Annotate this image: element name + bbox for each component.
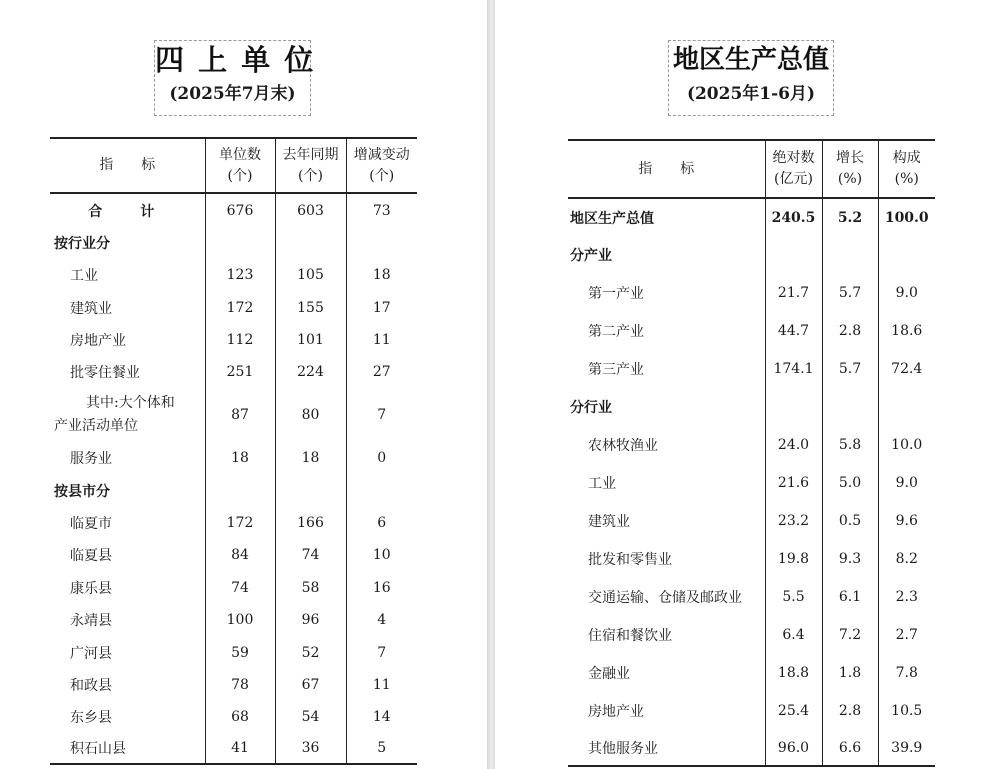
left-header-change: 增减变动 (个) [346, 138, 417, 193]
left-stat-table [50, 137, 417, 765]
cell-value [346, 474, 417, 507]
cell-value: 6.4 [765, 616, 822, 654]
cell-value: 4 [346, 604, 417, 636]
cell-value [205, 227, 275, 259]
cell-value: 27 [346, 356, 417, 388]
cell-value: 80 [275, 388, 346, 442]
row-label: 第二产业 [588, 324, 644, 340]
cell-value [878, 388, 935, 426]
table-row [50, 324, 417, 356]
cell-value: 5 [346, 733, 417, 764]
cell-value: 603 [275, 193, 346, 227]
table-row [50, 474, 417, 507]
table-row [568, 692, 935, 730]
left-header-indicator: 指 标 [50, 138, 205, 193]
cell-value: 67 [275, 669, 346, 701]
cell-value: 78 [205, 669, 275, 701]
table-row [568, 198, 935, 236]
book-gutter [487, 0, 495, 769]
cell-value: 6 [346, 507, 417, 539]
row-label: 合 计 [88, 203, 167, 220]
right-header-absolute: 绝对数 (亿元) [765, 140, 822, 198]
cell-value: 17 [346, 291, 417, 324]
right-header-indicator: 指 标 [568, 140, 765, 198]
cell-value: 52 [275, 636, 346, 669]
cell-value: 166 [275, 507, 346, 539]
cell-value: 0.5 [822, 502, 878, 540]
cell-value: 21.7 [765, 274, 822, 312]
cell-value: 16 [346, 571, 417, 604]
cell-value: 25.4 [765, 692, 822, 730]
cell-value: 84 [205, 539, 275, 571]
table-row [568, 312, 935, 350]
row-label: 地区生产总值 [570, 210, 654, 227]
table-row [50, 669, 417, 701]
row-group-label: 按县市分 [54, 483, 110, 500]
cell-value [765, 236, 822, 274]
row-label: 房地产业 [70, 333, 126, 349]
cell-value: 19.8 [765, 540, 822, 578]
cell-value: 8.2 [878, 540, 935, 578]
cell-value: 155 [275, 291, 346, 324]
row-label: 临夏市 [70, 516, 112, 532]
cell-value [822, 236, 878, 274]
right-title-box [668, 40, 834, 116]
cell-value: 7 [346, 388, 417, 442]
right-page-title: 地区生产总值 [672, 45, 829, 75]
row-label: 永靖县 [70, 613, 112, 629]
cell-value: 23.2 [765, 502, 822, 540]
cell-value: 68 [205, 701, 275, 733]
row-label-multiline: 其中:大个体和 产业活动单位 [54, 395, 175, 434]
table-row [50, 356, 417, 388]
right-header-composition: 构成 (%) [878, 140, 935, 198]
cell-value: 14 [346, 701, 417, 733]
table-row [568, 578, 935, 616]
left-header-units: 单位数 (个) [205, 138, 275, 193]
row-label: 建筑业 [588, 514, 630, 530]
table-row [50, 442, 417, 474]
right-header-growth: 增长 (%) [822, 140, 878, 198]
row-label: 工业 [70, 268, 98, 284]
table-row [50, 733, 417, 764]
cell-value: 9.6 [878, 502, 935, 540]
cell-value: 9.3 [822, 540, 878, 578]
row-label: 康乐县 [70, 580, 112, 597]
row-label: 和政县 [70, 678, 112, 694]
table-row [568, 616, 935, 654]
row-label: 批零住餐业 [70, 365, 140, 381]
cell-value: 24.0 [765, 426, 822, 464]
row-label: 交通运输、仓储及邮政业 [588, 590, 742, 606]
table-row [50, 291, 417, 324]
left-header-last-year: 去年同期 (个) [275, 138, 346, 193]
cell-value: 74 [275, 539, 346, 571]
cell-value: 21.6 [765, 464, 822, 502]
cell-value: 9.0 [878, 274, 935, 312]
table-row [568, 502, 935, 540]
cell-value [822, 388, 878, 426]
cell-value: 72.4 [878, 350, 935, 388]
cell-value: 2.8 [822, 312, 878, 350]
cell-value: 44.7 [765, 312, 822, 350]
cell-value: 41 [205, 733, 275, 764]
table-row [50, 193, 417, 227]
cell-value: 18 [346, 259, 417, 291]
cell-value: 172 [205, 507, 275, 539]
cell-value: 5.5 [765, 578, 822, 616]
row-label: 第三产业 [588, 362, 644, 378]
cell-value: 5.8 [822, 426, 878, 464]
table-row [568, 426, 935, 464]
cell-value [275, 227, 346, 259]
cell-value: 172 [205, 291, 275, 324]
cell-value: 100.0 [878, 198, 935, 236]
cell-value: 7.2 [822, 616, 878, 654]
row-label: 工业 [588, 476, 616, 492]
cell-value: 1.8 [822, 654, 878, 692]
row-label: 建筑业 [70, 300, 112, 317]
cell-value: 36 [275, 733, 346, 764]
table-row [50, 507, 417, 539]
table-row [568, 540, 935, 578]
left-page [0, 0, 487, 769]
cell-value: 5.7 [822, 274, 878, 312]
table-row [568, 654, 935, 692]
left-page-subtitle: (2025年7月末) [169, 84, 296, 104]
cell-value: 59 [205, 636, 275, 669]
cell-value: 11 [346, 669, 417, 701]
cell-value: 7.8 [878, 654, 935, 692]
cell-value: 10.5 [878, 692, 935, 730]
cell-value: 101 [275, 324, 346, 356]
cell-value: 240.5 [765, 198, 822, 236]
cell-value: 123 [205, 259, 275, 291]
row-label: 临夏县 [70, 548, 112, 564]
cell-value [205, 474, 275, 507]
cell-value: 9.0 [878, 464, 935, 502]
cell-value: 2.7 [878, 616, 935, 654]
cell-value: 18.6 [878, 312, 935, 350]
cell-value: 174.1 [765, 350, 822, 388]
table-row [568, 274, 935, 312]
cell-value: 224 [275, 356, 346, 388]
cell-value: 5.2 [822, 198, 878, 236]
row-group-label: 分行业 [570, 400, 612, 416]
row-label: 住宿和餐饮业 [588, 628, 672, 644]
cell-value: 105 [275, 259, 346, 291]
cell-value: 5.7 [822, 350, 878, 388]
cell-value: 18 [205, 442, 275, 474]
row-label: 批发和零售业 [588, 552, 672, 568]
table-row [50, 571, 417, 604]
table-row [50, 701, 417, 733]
left-page-title: 四 上 单 位 [155, 43, 316, 77]
right-page-subtitle: (2025年1-6月) [686, 84, 816, 104]
cell-value: 100 [205, 604, 275, 636]
cell-value: 96.0 [765, 730, 822, 766]
row-label: 其他服务业 [568, 730, 765, 766]
table-row [50, 259, 417, 291]
cell-value [878, 236, 935, 274]
cell-value: 11 [346, 324, 417, 356]
table-row [568, 464, 935, 502]
table-row [50, 636, 417, 669]
row-label: 东乡县 [70, 710, 112, 726]
table-row [50, 388, 417, 442]
cell-value [275, 474, 346, 507]
cell-value [765, 388, 822, 426]
cell-value: 6.1 [822, 578, 878, 616]
cell-value: 5.0 [822, 464, 878, 502]
cell-value: 74 [205, 571, 275, 604]
cell-value: 54 [275, 701, 346, 733]
cell-value: 7 [346, 636, 417, 669]
cell-value: 18 [275, 442, 346, 474]
row-label: 积石山县 [50, 733, 205, 764]
row-label: 金融业 [588, 666, 630, 682]
row-label: 农林牧渔业 [588, 438, 658, 454]
cell-value: 2.8 [822, 692, 878, 730]
cell-value: 39.9 [878, 730, 935, 766]
table-row [50, 227, 417, 259]
row-label: 房地产业 [588, 704, 644, 720]
row-group-label: 按行业分 [54, 236, 110, 252]
cell-value: 112 [205, 324, 275, 356]
cell-value: 251 [205, 356, 275, 388]
row-label: 第一产业 [588, 286, 644, 302]
cell-value: 0 [346, 442, 417, 474]
table-row [568, 388, 935, 426]
table-row [50, 604, 417, 636]
right-page [495, 0, 991, 769]
table-row [568, 730, 935, 766]
cell-value: 10 [346, 539, 417, 571]
cell-value [346, 227, 417, 259]
cell-value: 58 [275, 571, 346, 604]
left-title-box [154, 40, 316, 116]
table-row [50, 539, 417, 571]
row-label: 服务业 [70, 451, 112, 467]
cell-value: 87 [205, 388, 275, 442]
right-stat-table [568, 139, 935, 767]
cell-value: 2.3 [878, 578, 935, 616]
row-group-label: 分产业 [570, 248, 612, 264]
table-row [568, 350, 935, 388]
cell-value: 18.8 [765, 654, 822, 692]
cell-value: 10.0 [878, 426, 935, 464]
cell-value: 676 [205, 193, 275, 227]
cell-value: 73 [346, 193, 417, 227]
cell-value: 6.6 [822, 730, 878, 766]
cell-value: 96 [275, 604, 346, 636]
table-row [568, 236, 935, 274]
row-label: 广河县 [70, 645, 112, 662]
